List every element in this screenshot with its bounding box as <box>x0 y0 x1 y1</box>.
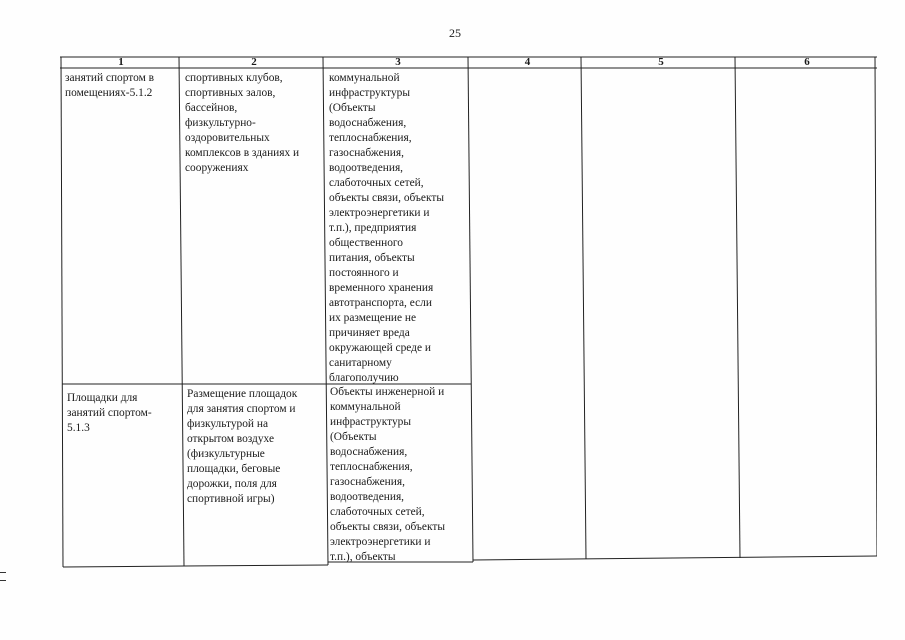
header-col-3: 3 <box>395 56 401 68</box>
col-border-4-5 <box>581 57 586 559</box>
header-col-2: 2 <box>251 56 257 68</box>
row1-col1-cell: занятий спортом в помещениях-5.1.2 <box>65 72 155 99</box>
row1-col3-cell: коммунальной инфраструктуры (Объекты водоснабжения, теплоснабжения, газоснабжения, водоотведения, слаботочных сетей, объекты связи, объекты электроэнергетики и т.п.), предприятия общественного питания, объекты постоянного и временного хранения автотранспорта, если их размещение не причиняет вреда окружающей среде и санитарному благополучию <box>329 72 444 384</box>
page-number: 25 <box>449 26 461 40</box>
col-border-5-6 <box>735 57 740 558</box>
row2-col2-cell: Размещение площадок для занятия спортом и физкультурой на открытом воздухе (физкультурные площадки, беговые дорожки, поля для спортивной игры) <box>187 388 298 505</box>
bottom-border-col4-6 <box>473 556 877 560</box>
header-col-6: 6 <box>804 56 810 68</box>
header-col-4: 4 <box>524 56 531 68</box>
col-border-right <box>875 57 877 556</box>
row2-col3-cell: Объекты инженерной и коммунальной инфраструктуры (Объекты водоснабжения, теплоснабжения, газоснабжения, водоотведения, слаботочных сетей, объекты связи, объекты электроэнергетики и т.п.), объекты <box>330 386 445 563</box>
header-col-1: 1 <box>118 56 124 68</box>
scan-edge-mark <box>0 572 6 581</box>
row1-col2-cell: спортивных клубов, спортивных залов, бассейнов, физкультурно- оздоровительных комплексов в зданиях и сооружениях <box>185 72 300 174</box>
row2-col1-cell: Площадки для занятий спортом- 5.1.3 <box>67 392 152 434</box>
zoning-table <box>60 56 877 568</box>
bottom-border-col2 <box>184 565 328 566</box>
bottom-border-col1 <box>63 566 184 567</box>
header-col-5: 5 <box>658 56 664 68</box>
col-border-1-2 <box>179 57 184 566</box>
col-border-left <box>61 57 63 567</box>
